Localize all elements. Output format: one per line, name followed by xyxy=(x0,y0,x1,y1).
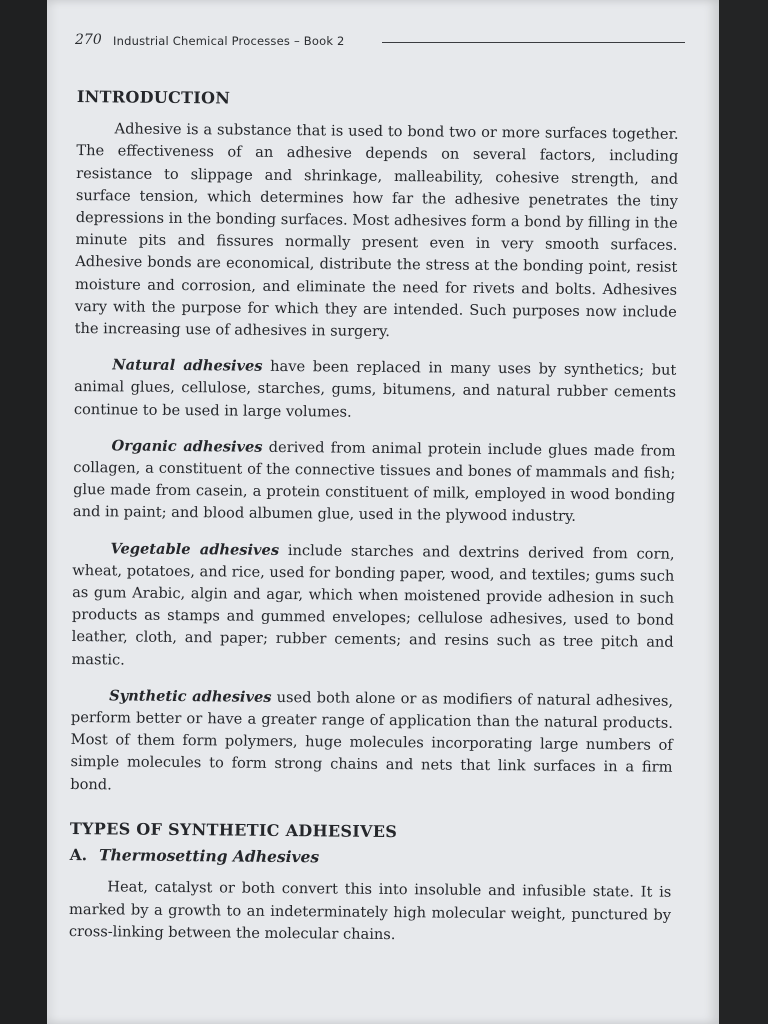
vegetable-adhesives-term: Vegetable adhesives xyxy=(110,540,280,559)
vegetable-adhesives-paragraph xyxy=(71,538,674,677)
organic-adhesives-term: Organic adhesives xyxy=(111,437,263,456)
organic-adhesives-text: derived from animal protein include glues made from collagen, a constituent of the connective tissues and bones of mammals and fish; glue made from casein, a protein constituent of milk, employed in wood bonding and in paint; and blood albumen glue, used in the plywood industry. xyxy=(72,438,676,526)
thermosetting-subheading xyxy=(70,844,672,872)
page-number: 270 xyxy=(75,32,102,48)
subsection-title: Thermosetting Adhesives xyxy=(98,845,320,867)
natural-adhesives-paragraph xyxy=(74,354,677,426)
organic-adhesives-paragraph xyxy=(73,435,676,530)
introduction-paragraph: Adhesive is a substance that is used to bond two or more surfaces together. The effectiveness of an adhesive depends on several factors, including resistance to slippage and shrinkage, malleability, cohesive strength, and surface tension, which determines how far the adhesive penetrates the tiny depressions in the bonding surfaces. Most adhesives form a bond by filling in the minute pits and fissures normally present even in very smooth surfaces. Adhesive bonds are economical, distribute the stress at the bonding point, resist moisture and corrosion, and eliminate the need for rivets and bolts. Adhesives vary with the purpose for which they are intended. Such purposes now include the increasing use of adhesives in surgery. xyxy=(74,120,679,341)
natural-adhesives-term: Natural adhesives xyxy=(112,356,263,376)
thermosetting-paragraph: Heat, catalyst or both convert this into insoluble and infusible state. It is marked by a growth to an indeterminately high molecular weight, punctured by cross-linking between the molecular chains. xyxy=(68,878,672,943)
synthetic-adhesives-paragraph xyxy=(70,685,673,802)
synthetic-adhesives-text: used both alone or as modifiers of natural adhesives, perform better or have a greater range of application than the natural products. Most of them form polymers, huge molecules incorporating large numbers of simple molecules to form strong chains and nets that link surfaces in a firm bond. xyxy=(70,688,674,794)
types-heading: TYPES OF SYNTHETIC ADHESIVES xyxy=(69,818,398,841)
dark-background-edge xyxy=(719,0,768,1024)
subsection-letter: A. xyxy=(69,845,88,865)
page-body xyxy=(69,86,679,963)
running-title: Industrial Chemical Processes – Book 2 xyxy=(113,34,345,48)
synthetic-adhesives-term: Synthetic adhesives xyxy=(109,687,272,706)
natural-adhesives-text: have been replaced in many uses by synthetics; but animal glues, cellulose, starches, gums, bitumens, and natural rubber cements continue to be used in large volumes. xyxy=(73,358,677,421)
book-page xyxy=(47,0,719,1024)
header-rule xyxy=(382,42,685,43)
vegetable-adhesives-text: include starches and dextrins derived from corn, wheat, potatoes, and rice, used for bonding paper, wood, and textiles; gums such as gum Arabic, algin and agar, which when moistened provide adhesion in such products as stamps and gummed envelopes; cellulose adhesives, used to bond leather, cloth, and paper; rubber cements; and resins such as tree pitch and mastic. xyxy=(71,541,675,669)
page-header xyxy=(75,30,687,52)
introduction-heading: INTRODUCTION xyxy=(76,86,231,108)
